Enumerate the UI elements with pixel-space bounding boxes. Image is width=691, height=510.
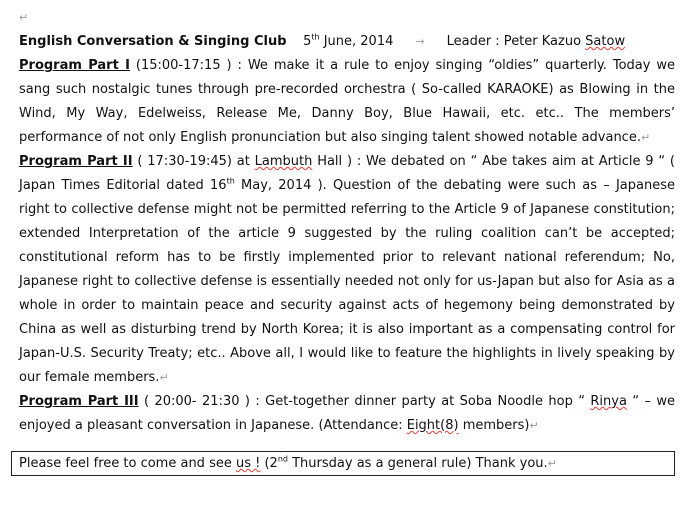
part2-date-sup: th: [226, 176, 235, 186]
paragraph-mark: ↵: [640, 131, 651, 144]
header-date-day: 5: [303, 34, 312, 49]
notice-us: us !: [235, 456, 261, 471]
notice-box[interactable]: [11, 451, 675, 476]
leader-label: Leader : Peter Kazuo: [446, 34, 586, 49]
header-date-sup: th: [311, 32, 320, 42]
paragraph-mark: ↵: [529, 419, 539, 432]
notice-sup: nd: [277, 454, 288, 464]
part1-label: Program Part I: [19, 58, 130, 73]
notice-text-a: Please feel free to come and see: [19, 456, 236, 471]
part3-place: Rinya: [590, 394, 627, 409]
part2-text-c: May, 2014 ). Question of the debating were such as – Japanese right to collective defense might not be permitted referring to the Article 9 of Japanese constitution; extended Interpretation of the article 9 suggested by the ruling coalition can’t be accepted; constitutional reform has to be firstly implemented prior to relevant national referendum; No, Japanese right to collective defense is essentially needed not only for us-Japan but also for Asia as a whole in order to maintain peace and security against acts of hegemony being demonstrated by China as well as disturbing trend by North Korea; it is also important as a compensating control for Japan-U.S. Security Treaty; etc.. Above all, I would like to feature the highlights in lively speaking by our female members.: [19, 178, 675, 385]
notice-text-c: Thursday as a general rule) Thank you.: [287, 456, 548, 471]
club-title: English Conversation & Singing Club: [19, 34, 287, 49]
part3-text-b: “ – we enjoyed a pleasant conversation in Japanese. (Attendance:: [19, 394, 676, 433]
part2-place: Lambuth: [254, 154, 313, 169]
part2-text-a: ( 17:30-19:45) at: [132, 154, 255, 169]
header-line: [19, 30, 675, 54]
empty-paragraph: [19, 6, 675, 30]
notice-text-b: (2: [260, 456, 278, 471]
leader-surname: Satow: [585, 34, 626, 49]
paragraph-part3: [19, 390, 675, 438]
part3-attendance: Eight(8): [406, 418, 459, 433]
paragraph-part2: [19, 150, 675, 390]
part2-label: Program Part II: [19, 154, 133, 169]
document-body[interactable]: [19, 6, 675, 438]
tab-arrow: →: [415, 35, 425, 48]
header-date-rest: June, 2014: [319, 34, 394, 49]
paragraph-mark: ↵: [547, 457, 557, 470]
paragraph-part1: [19, 54, 675, 150]
part3-text-a: ( 20:00- 21:30 ) : Get-together dinner party at Soba Noodle hop “: [138, 394, 591, 409]
paragraph-mark: ↵: [159, 371, 169, 384]
part2-text-b: Hall ) : We debated on “ Abe takes aim at Article 9 “ ( Japan Times Editorial dated 16: [19, 154, 675, 193]
part3-label: Program Part III: [19, 394, 139, 409]
paragraph-mark: ↵: [19, 11, 29, 24]
part3-text-c: members): [458, 418, 530, 433]
part1-text: (15:00-17:15 ) : We make it a rule to enjoy singing “oldies” quarterly. Today we sang such nostalgic tunes through pre-recorded orchestra ( So-called KARAOKE) as Blowing in the Wind, My Way, Edelweiss, Release Me, Danny Boy, Blue Hawaii, etc. etc.. The members’ performance of not only English pronunciation but also singing talent showed notable advance.: [19, 58, 675, 145]
